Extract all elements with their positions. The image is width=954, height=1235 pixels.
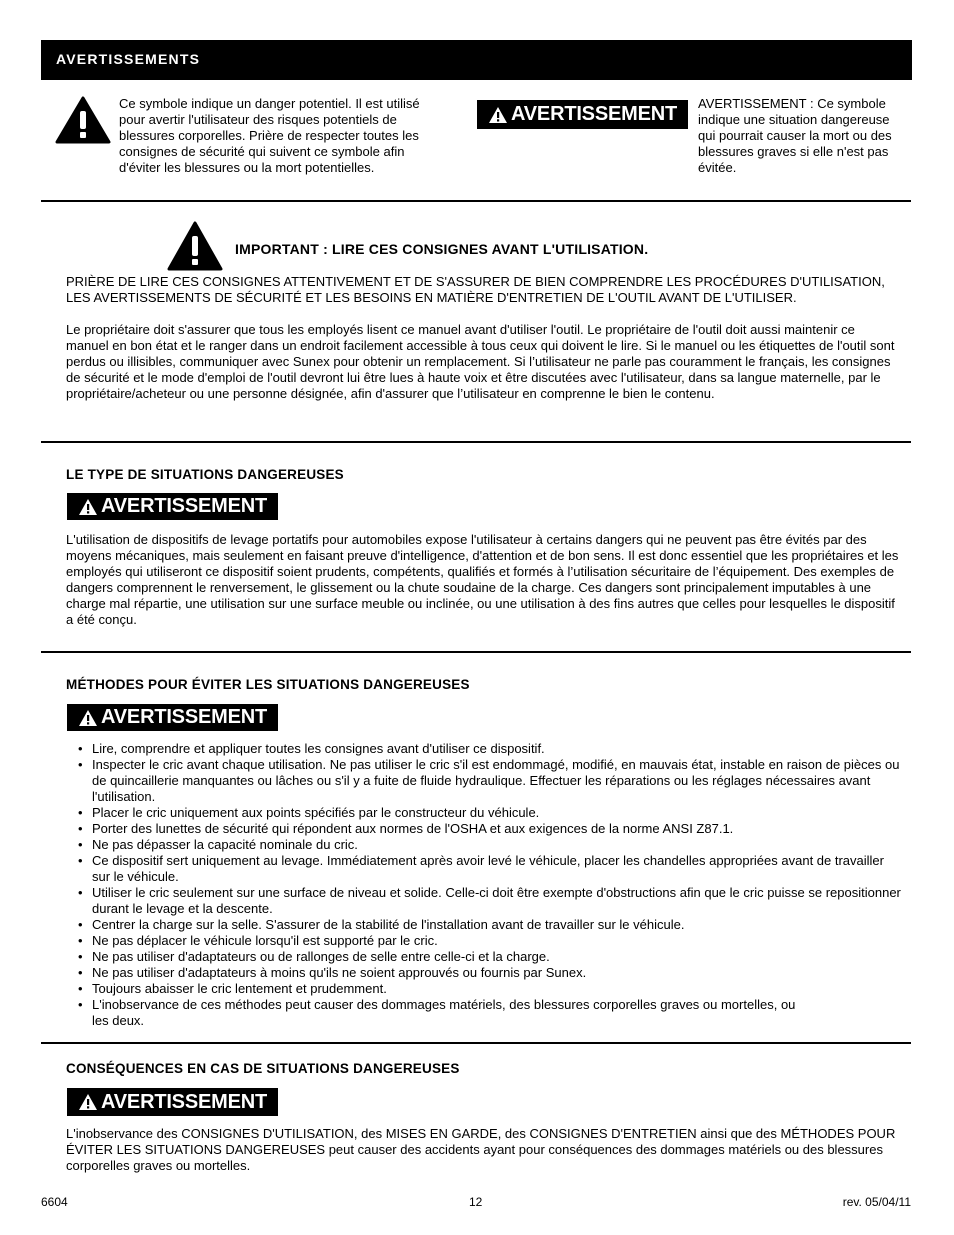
section-title: AVERTISSEMENTS — [56, 51, 201, 67]
divider — [41, 1042, 911, 1044]
list-item: • Ce dispositif sert uniquement au levage. Immédiatement après avoir levé le véhicule, placer les chandelles appropriées avant de travailler sur le véhicule. — [66, 853, 901, 885]
warning-triangle-icon — [167, 221, 223, 276]
list-item: • L'inobservance de ces méthodes peut causer des dommages matériels, des blessures corporelles graves ou mortelles, ou les deux. — [66, 997, 901, 1029]
list-item: • Ne pas dépasser la capacité nominale du cric. — [66, 837, 901, 853]
list-item: • Porter des lunettes de sécurité qui répondent aux normes de l'OSHA et aux exigences de la norme ANSI Z87.1. — [66, 821, 901, 837]
consequences-title: CONSÉQUENCES EN CAS DE SITUATIONS DANGEREUSES — [66, 1061, 460, 1076]
divider — [41, 200, 911, 202]
warning-triangle-icon — [488, 106, 508, 124]
section-header-bar — [41, 40, 912, 80]
methods-list — [66, 741, 901, 1029]
list-item: • Inspecter le cric avant chaque utilisation. Ne pas utiliser le cric s'il est endommagé, modifié, en mauvais état, instable en raison de pièces ou de quincaillerie manquantes ou lâches ou s'il y a fuite de fluide hydraulique. Effectuer les réparations ou les réglages nécessaires avant l'utilisation. — [66, 757, 901, 805]
list-item: • Lire, comprendre et appliquer toutes les consignes avant d'utiliser ce dispositif. — [66, 741, 901, 757]
hazards-text: L'utilisation de dispositifs de levage portatifs pour automobiles expose l'utilisateur à certains dangers qui ne peuvent pas être évités par des moyens mécaniques, mais seulement en faisant preuve d'intelligence, d'attention et de bon sens. Il est donc essentiel que les propriétaires et les employés qui utiliseront ce dispositif soient prudents, compétents, qualifiés et formés à l’utilisation sécuritaire de l’équipement. Des exemples de dangers comprennent le renversement, le glissement ou la chute soudaine de la charge. Ces dangers sont principalement imputables à une charge mal répartie, une utilisation sur une surface meuble ou inclinée, ou une utilisation à des fins autres que celles pour lesquelles le dispositif a été conçu. — [66, 532, 899, 627]
list-item: • Ne pas utiliser d'adaptateurs à moins qu'ils ne soient approuvés ou fournis par Sunex. — [66, 965, 901, 981]
divider — [41, 651, 911, 653]
warning-label-badge — [67, 493, 278, 520]
page-number: 12 — [469, 1195, 483, 1209]
warning-triangle-icon — [78, 498, 98, 516]
list-item: • Placer le cric uniquement aux points spécifiés par le constructeur du véhicule. — [66, 805, 901, 821]
warning-triangle-icon — [78, 709, 98, 727]
warning-label-text: AVERTISSEMENT — [101, 706, 267, 728]
warning-label-text: AVERTISSEMENT — [511, 103, 677, 125]
warning-triangle-icon — [78, 1093, 98, 1111]
list-item: • Ne pas déplacer le véhicule lorsqu'il est supporté par le cric. — [66, 933, 901, 949]
model-number: 6604 — [41, 1195, 68, 1209]
warning-definition: AVERTISSEMENT : Ce symbole indique une situation dangereuse qui pourrait causer la mort ou des blessures graves si elle n'est pas évitée. — [698, 96, 892, 175]
important-paragraph: Le propriétaire doit s'assurer que tous les employés lisent ce manuel avant d'utiliser l'outil. Le propriétaire de l'outil doit aussi maintenir ce manuel en bon état et le ranger dans un endroit facilement accessible à tous ceux qui doivent le lire. Si le manuel ou les étiquettes de l'outil sont perdus ou illisibles, communiquer avec Sunex pour obtenir un remplacement. Si l’utilisateur ne parle pas couramment le français, les consignes de sécurité et le mode d'emploi de l'outil devront lui être lues à haute voix et être discutées avec l'utilisateur, dans sa langue maternelle, par le propriétaire/acheteur ou une personne désignée, afin d'assurer que l’utilisateur en comprenne le bien le contenu. — [66, 322, 895, 401]
symbol-description: Ce symbole indique un danger potentiel. Il est utilisé pour avertir l'utilisateur des risques potentiels de blessures corporelles. Prière de respecter toutes les consignes de sécurité qui suivent ce symbole afin d'éviter les blessures ou la mort potentielles. — [119, 96, 420, 175]
divider — [41, 441, 911, 443]
warning-triangle-icon — [55, 96, 111, 149]
warning-label-text: AVERTISSEMENT — [101, 495, 267, 517]
revision-date: rev. 05/04/11 — [842, 1195, 911, 1209]
warning-label-badge — [67, 1088, 278, 1116]
important-paragraph-caps: PRIÈRE DE LIRE CES CONSIGNES ATTENTIVEMENT ET DE S'ASSURER DE BIEN COMPRENDRE LES PROCÉDURES D'UTILISATION, LES AVERTISSEMENTS DE SÉCURITÉ ET LES BESOINS EN MATIÈRE D'ENTRETIEN DE L'OUTIL AVANT DE L'UTILISER. — [66, 274, 885, 305]
important-title: IMPORTANT : LIRE CES CONSIGNES AVANT L'UTILISATION. — [235, 241, 649, 257]
list-item: • Utiliser le cric seulement sur une surface de niveau et solide. Celle-ci doit être exempte d'obstructions afin que le cric puisse se repositionner durant le levage et la descente. — [66, 885, 901, 917]
warning-label-badge — [67, 704, 278, 731]
hazards-title: LE TYPE DE SITUATIONS DANGEREUSES — [66, 467, 344, 482]
list-item: • Ne pas utiliser d'adaptateurs ou de rallonges de selle entre celle-ci et la charge. — [66, 949, 901, 965]
warning-label-badge — [477, 100, 688, 129]
methods-title: MÉTHODES POUR ÉVITER LES SITUATIONS DANGEREUSES — [66, 677, 470, 692]
list-item: • Centrer la charge sur la selle. S'assurer de la stabilité de l'installation avant de travailler sur le véhicule. — [66, 917, 901, 933]
warning-label-text: AVERTISSEMENT — [101, 1090, 267, 1113]
list-item: • Toujours abaisser le cric lentement et prudemment. — [66, 981, 901, 997]
consequences-text: L'inobservance des CONSIGNES D'UTILISATION, des MISES EN GARDE, des CONSIGNES D'ENTRETIEN ainsi que des MÉTHODES POUR ÉVITER LES SITUATIONS DANGEREUSES peut causer des accidents ayant pour conséquences des dommages matériels ou des blessures corporelles graves ou mortelles. — [66, 1126, 896, 1173]
